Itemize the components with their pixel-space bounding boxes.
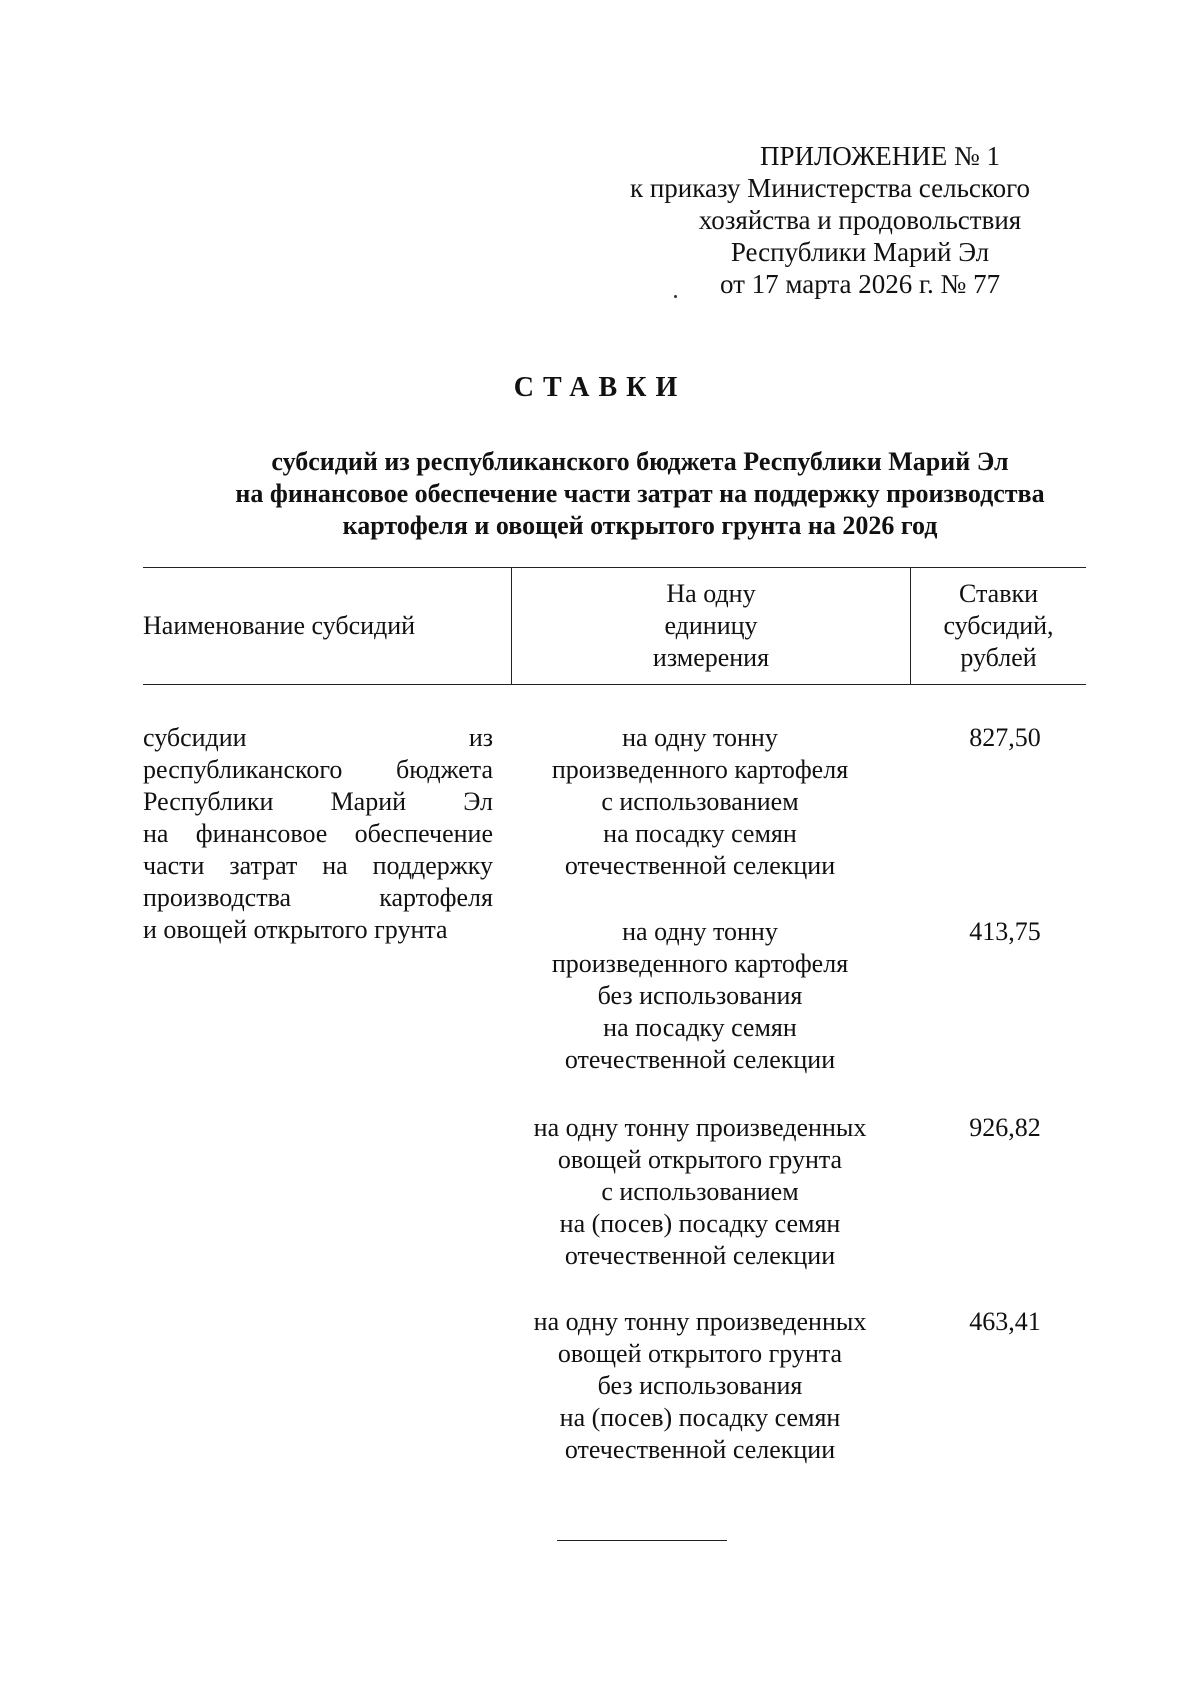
table-top-rule — [143, 567, 1086, 568]
unit-cell: на одну тонну произведенных овощей открытого грунта без использования на (посев) посадку семян отечественной селекции — [533, 1307, 867, 1464]
rate-value: 926,82 — [969, 1113, 1041, 1142]
subtitle-line: на финансовое обеспечение части затрат на поддержку производства — [235, 479, 1045, 508]
subsidy-name-cell — [143, 722, 493, 946]
header-name: Наименование субсидий — [143, 611, 416, 640]
appendix-header — [560, 140, 1100, 300]
appendix-republic: Республики Марий Эл — [730, 237, 990, 267]
unit-cell: на одну тонну произведенного картофеля с использованием на посадку семян отечественной селекции — [551, 723, 849, 880]
name-line: республиканского бюджета — [143, 755, 493, 784]
subtitle-line: субсидий из республиканского бюджета Республики Марий Эл — [271, 447, 1009, 476]
rate-value: 413,75 — [969, 917, 1041, 946]
name-line: и овощей открытого грунта — [143, 915, 448, 944]
unit-cell: на одну тонну произведенных овощей открытого грунта с использованием на (посев) посадку семян отечественной селекции — [533, 1113, 867, 1270]
name-line: производства картофеля — [143, 883, 493, 912]
document-subtitle — [150, 446, 1130, 542]
name-line: Республики Марий Эл — [143, 787, 493, 816]
appendix-date-number: от 17 марта 2026 г. № 77 — [719, 269, 1001, 299]
appendix-ministry: хозяйства и продовольствия — [698, 205, 1022, 235]
rate-value: 827,50 — [969, 723, 1041, 752]
end-separator-line — [557, 1540, 727, 1541]
rate-value: 463,41 — [969, 1307, 1041, 1336]
document-title: СТАВКИ — [513, 372, 687, 403]
appendix-order-ref: к приказу Министерства сельского — [629, 173, 1031, 203]
name-line: части затрат на поддержку — [143, 851, 493, 880]
appendix-title: ПРИЛОЖЕНИЕ № 1 — [759, 141, 1001, 171]
header-unit: На одну единицу измерения — [652, 579, 770, 672]
subtitle-line: картофеля и овощей открытого грунта на 2026 год — [342, 511, 938, 540]
table-header-bottom-rule — [143, 684, 1086, 685]
name-line: субсидии из — [143, 723, 493, 752]
stray-dot-mark — [674, 295, 677, 298]
header-rate: Ставки субсидий, рублей — [943, 579, 1054, 672]
unit-cell: на одну тонну произведенного картофеля без использования на посадку семян отечественной селекции — [551, 917, 849, 1074]
name-line: на финансовое обеспечение — [143, 819, 493, 848]
